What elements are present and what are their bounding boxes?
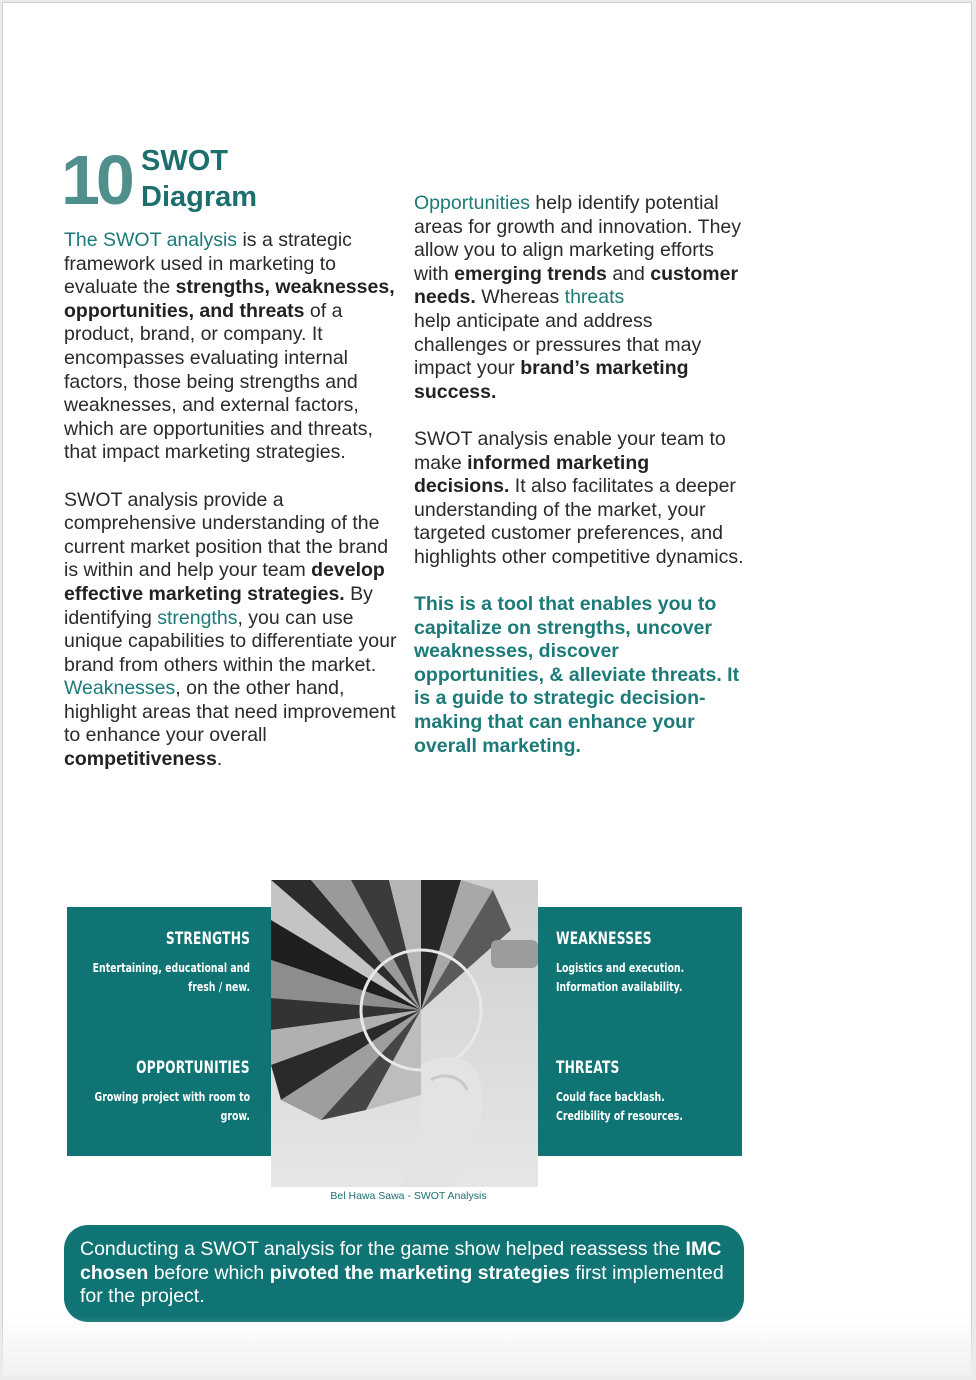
swot-left-panel [67, 907, 271, 1156]
opportunities-term: Opportunities [414, 192, 530, 214]
weaknesses-heading: WEAKNESSES [556, 929, 652, 949]
threats-heading: THREATS [556, 1058, 620, 1078]
opportunities-threats-paragraph: Opportunities help identify potential areas for growth and innovation. They allow you to align marketing efforts with emerging trends and customer needs. Whereas threats help anticipate and address challenges or pressures that may impact your brand’s marketing success. [414, 192, 742, 403]
strengths-term: strengths [157, 606, 238, 629]
color-swatch-fan-photo [271, 880, 538, 1187]
opportunities-text: Growing project with room to grow. [94, 1090, 250, 1123]
section-title-line2: Diagram [141, 181, 258, 213]
callout-paragraph: This is a tool that enables you to capitalize on strengths, uncover weaknesses, discover opportunities, & alleviate threats. It is a guide to strategic decision-making that can enhance your overall marketing. [414, 593, 740, 757]
section-title-line1: SWOT [141, 145, 228, 177]
intro-paragraph: The SWOT analysis is a strategic framework used in marketing to evaluate the strengths, weaknesses, opportunities, and threats of a product, brand, or company. It encompasses evaluating internal factors, those being strengths and weaknesses, and external factors, which are opportunities and threats, that impact marketing strategies. [64, 229, 395, 464]
swot-analysis-term: The SWOT analysis [64, 229, 238, 251]
opportunities-heading: OPPORTUNITIES [136, 1058, 250, 1078]
strengths-weaknesses-paragraph: SWOT analysis provide a comprehensive understanding of the current market position that the brand is within and help your team develop effective marketing strategies. By identifying strengths, you can use unique capabilities to differentiate your brand from others within the market. Weaknesses, on the other hand, highlight areas that need improvement to enhance your overall competitiveness. [64, 488, 397, 771]
fan-handle [491, 940, 538, 968]
weaknesses-term: Weaknesses [64, 677, 176, 700]
threats-term: threats [564, 286, 625, 309]
threats-text: Could face backlash. Credibility of resources. [556, 1090, 683, 1123]
weaknesses-text: Logistics and execution. Information availability. [556, 961, 685, 994]
section-title [141, 143, 257, 215]
swot-right-panel [538, 907, 742, 1156]
decisions-paragraph: SWOT analysis enable your team to make informed marketing decisions. It also facilitates a deeper understanding of the market, your targeted customer preferences, and highlights other competitive dynamics. [414, 427, 744, 568]
document-page [2, 2, 972, 1376]
right-column [414, 192, 749, 782]
conclusion-box: Conducting a SWOT analysis for the game show helped reassess the IMC chosen before which pivoted the marketing strategies first implemented for the project. [64, 1225, 744, 1322]
page-bottom-shade [2, 1316, 972, 1376]
section-number: 10 [61, 141, 131, 219]
swatch-fan-image [271, 880, 538, 1187]
photo-caption: Bel Hawa Sawa - SWOT Analysis [330, 1190, 487, 1202]
left-column [64, 229, 399, 795]
strengths-text: Entertaining, educational and fresh / new. [92, 961, 250, 994]
strengths-heading: STRENGTHS [165, 929, 250, 949]
